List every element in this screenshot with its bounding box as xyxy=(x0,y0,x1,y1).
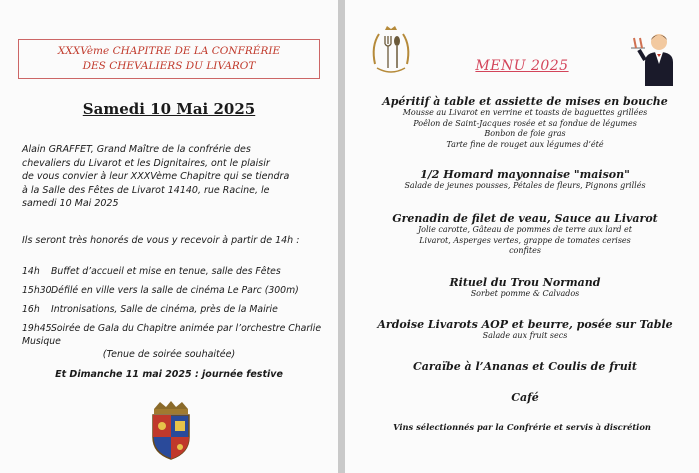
paragraph-line: de vous convier à leur XXXVème Chapitre qui se tiendra xyxy=(22,171,290,182)
schedule-time: 14h xyxy=(22,266,40,277)
invitation-page xyxy=(0,0,338,473)
course-name: Grenadin de filet de veau, Sauce au Livarot xyxy=(392,212,658,225)
course-detail: Mousse au Livarot en verrine et toasts de baguettes grillées xyxy=(402,108,648,117)
schedule-text: Soirée de Gala du Chapitre animée par l’orchestre Charlie Musique xyxy=(22,323,322,347)
schedule-text: Défilé en ville vers la salle de cinéma Le Parc (300m) xyxy=(50,285,299,296)
schedule-time: 16h xyxy=(22,304,40,315)
title-line-2: DES CHEVALIERS DU LIVAROT xyxy=(82,60,256,72)
course-detail: confites xyxy=(509,246,541,255)
paragraph-line: chevaliers du Livarot et les Dignitaires, ont le plaisir xyxy=(22,157,270,169)
menu-page xyxy=(345,0,699,473)
paragraph-line: Alain GRAFFET, Grand Maître de la confrérie des xyxy=(22,144,251,155)
paragraph-line: à la Salle des Fêtes de Livarot 14140, rue Racine, le xyxy=(22,184,270,196)
course-name: Caraïbe à l’Ananas et Coulis de fruit xyxy=(413,360,637,373)
course-name: Café xyxy=(511,391,539,404)
course xyxy=(365,95,685,150)
course-name: Ardoise Livarots AOP et beurre, posée sur Table xyxy=(377,318,673,331)
dress-code: (Tenue de soirée souhaitée) xyxy=(102,349,236,360)
course-name: Rituel du Trou Normand xyxy=(449,276,601,289)
schedule-text: Buffet d’accueil et mise en tenue, salle des Fêtes xyxy=(50,266,281,277)
menu-title: MENU 2025 xyxy=(475,58,569,74)
course xyxy=(365,318,685,342)
event-date: Samedi 10 Mai 2025 xyxy=(82,100,256,118)
course xyxy=(365,360,685,373)
crest-icon xyxy=(146,399,196,461)
wines-note: Vins sélectionnés par la Confrérie et servis à discrétion xyxy=(393,422,651,432)
course-detail: Bonbon de foie gras xyxy=(484,129,566,138)
schedule-text: Intronisations, Salle de cinéma, près de la Mairie xyxy=(50,304,278,315)
course-name: 1/2 Homard mayonnaise "maison" xyxy=(420,168,630,181)
schedule-row xyxy=(22,265,322,278)
course xyxy=(365,212,685,257)
course-detail: Tarte fine de rouget aux légumes d’été xyxy=(446,139,604,149)
sunday-note: Et Dimanche 11 mai 2025 : journée festive xyxy=(55,369,283,380)
invitation-paragraph xyxy=(22,143,320,211)
course-detail: Sorbet pomme & Calvados xyxy=(470,289,580,298)
course-detail: Poêlon de Saint-Jacques rosée et sa fondue de légumes xyxy=(413,118,637,128)
course-name: Apéritif à table et assiette de mises en bouche xyxy=(382,95,668,108)
schedule xyxy=(22,265,322,354)
title-line-1: XXXVème CHAPITRE DE LA CONFRÉRIE xyxy=(57,45,281,57)
invitation-title-box xyxy=(18,39,320,79)
course xyxy=(365,276,685,300)
course xyxy=(365,391,685,404)
course-detail: Livarot, Asperges vertes, grappe de tomates cerises xyxy=(419,235,631,245)
paragraph-line: samedi 10 Mai 2025 xyxy=(22,198,119,209)
honor-line: Ils seront très honorés de vous y recevoir à partir de 14h : xyxy=(22,235,300,246)
course-detail: Salade de jeunes pousses, Pétales de fleurs, Pignons grillés xyxy=(404,181,646,190)
schedule-time: 15h30 xyxy=(22,285,52,296)
schedule-row xyxy=(22,284,322,297)
schedule-row xyxy=(22,322,322,348)
schedule-row xyxy=(22,303,322,316)
course-detail: Salade aux fruit secs xyxy=(482,331,568,340)
course xyxy=(365,168,685,192)
schedule-time: 19h45 xyxy=(22,323,52,334)
course-detail: Jolie carotte, Gâteau de pommes de terre aux lard et xyxy=(417,225,633,234)
